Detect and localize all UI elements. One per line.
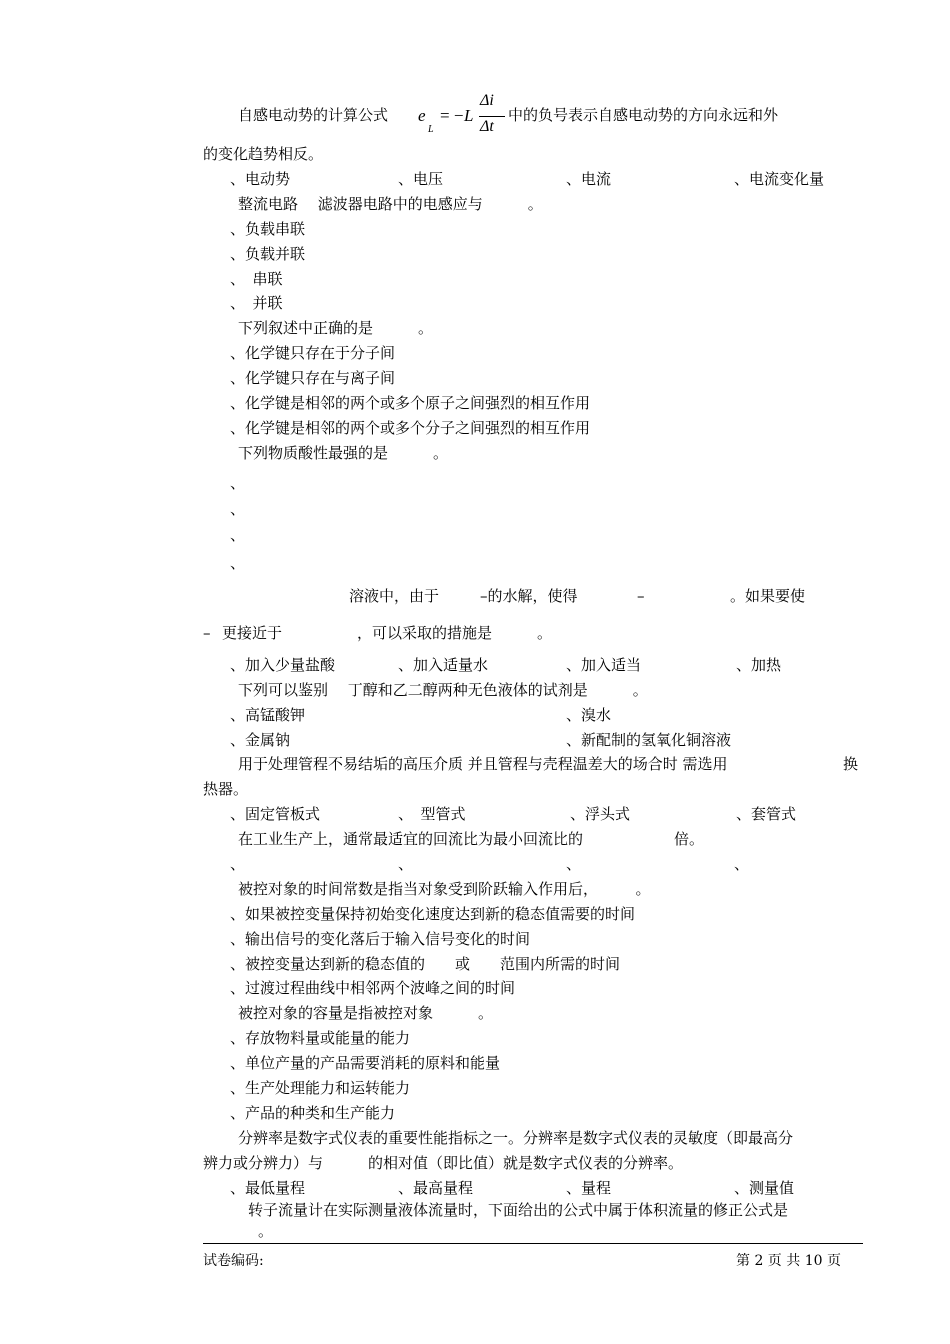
- q2-option-a: 、负载串联: [230, 220, 306, 238]
- q2-option-b: 、负载并联: [230, 245, 306, 263]
- q5-line2-b: 更接近于: [222, 624, 283, 642]
- q11-stem-continuation: 辨力或分辨力）与 的相对值（即比值）就是数字式仪表的分辨率。: [203, 1154, 684, 1172]
- q8-option-c: 、: [566, 855, 582, 873]
- q4-option-c: 、: [230, 526, 246, 544]
- q3-option-c: 、化学键是相邻的两个或多个原子之间强烈的相互作用: [230, 394, 591, 412]
- q12-stem: 转子流量计在实际测量液体流量时，下面给出的公式中属于体积流量的修正公式是: [248, 1201, 789, 1219]
- q7-option-b: 、 型管式: [398, 805, 466, 823]
- q7-stem-end: 换: [843, 755, 859, 773]
- q10-option-d: 、产品的种类和生产能力: [230, 1104, 396, 1122]
- q8-stem-end: 倍。: [674, 830, 705, 848]
- formula-denominator: Δt: [480, 118, 494, 135]
- q7-option-d: 、套管式: [736, 805, 797, 823]
- q3-stem: 下列叙述中正确的是 。: [238, 319, 434, 337]
- q8-option-d: 、: [734, 855, 750, 873]
- q5-line1-b: –的水解，使得: [480, 587, 578, 605]
- q6-option-c: 、金属钠: [230, 731, 291, 749]
- formula-e: e: [418, 106, 426, 125]
- q3-option-b: 、化学键只存在与离子间: [230, 369, 396, 387]
- q10-stem: 被控对象的容量是指被控对象 。: [238, 1004, 494, 1022]
- q1-option-c: 、电流: [566, 170, 612, 188]
- q4-option-b: 、: [230, 500, 246, 518]
- q1-stem-continuation: 的变化趋势相反。: [203, 145, 324, 163]
- footer-divider: [203, 1243, 863, 1244]
- q10-option-a: 、存放物料量或能量的能力: [230, 1029, 411, 1047]
- q5-line1-a: 溶液中，由于: [349, 587, 440, 605]
- q7-option-c: 、浮头式: [570, 805, 631, 823]
- exam-code-label: 试卷编码:: [203, 1253, 264, 1269]
- q9-stem: 被控对象的时间常数是指当对象受到阶跃输入作用后， 。: [238, 880, 651, 898]
- q6-option-b: 、溴水: [566, 706, 612, 724]
- q12-stem-continuation: 。: [258, 1222, 274, 1240]
- q2-option-d: 、 并联: [230, 294, 283, 312]
- q5-option-b: 、加入适量水: [398, 656, 489, 674]
- q5-option-d: 、加热: [736, 656, 782, 674]
- formula-equals: = −: [440, 106, 464, 125]
- formula-L: L: [464, 106, 474, 125]
- q7-stem-continuation: 热器。: [203, 780, 249, 798]
- q2-stem: 整流电路 滤波器电路中的电感应与 。: [238, 195, 543, 213]
- q8-option-b: 、: [398, 855, 414, 873]
- q1-option-b: 、电压: [398, 170, 444, 188]
- q5-line2-c: ，可以采取的措施是 。: [357, 624, 553, 642]
- q4-stem: 下列物质酸性最强的是 。: [238, 444, 449, 462]
- q1-stem-before: 自感电动势的计算公式: [238, 106, 389, 124]
- q6-option-a: 、高锰酸钾: [230, 706, 306, 724]
- q10-option-c: 、生产处理能力和运转能力: [230, 1079, 411, 1097]
- q7-stem: 用于处理管程不易结垢的高压介质 并且管程与壳程温差大的场合时 需选用: [238, 755, 728, 773]
- q9-option-c: 、被控变量达到新的稳态值的 或 范围内所需的时间: [230, 955, 621, 973]
- q3-option-a: 、化学键只存在于分子间: [230, 344, 396, 362]
- q9-option-a: 、如果被控变量保持初始变化速度达到新的稳态值需要的时间: [230, 905, 636, 923]
- q7-option-a: 、固定管板式: [230, 805, 321, 823]
- q11-stem: 分辨率是数字式仪表的重要性能指标之一。分辨率是数字式仪表的灵敏度（即最高分: [238, 1129, 794, 1147]
- q11-option-c: 、量程: [566, 1179, 612, 1197]
- page-number: 第 2 页 共 10 页: [736, 1253, 841, 1269]
- q2-option-c: 、 串联: [230, 270, 283, 288]
- q3-option-d: 、化学键是相邻的两个或多个分子之间强烈的相互作用: [230, 419, 591, 437]
- q5-line1-d: 。如果要使: [730, 587, 806, 605]
- q11-option-d: 、测量值: [734, 1179, 795, 1197]
- q1-option-d: 、电流变化量: [734, 170, 825, 188]
- q5-line2-a: –: [203, 624, 211, 642]
- q11-option-b: 、最高量程: [398, 1179, 474, 1197]
- formula-numerator: Δi: [480, 92, 494, 109]
- q1-stem-after: 中的负号表示自感电动势的方向永远和外: [508, 106, 779, 124]
- q10-option-b: 、单位产量的产品需要消耗的原料和能量: [230, 1054, 501, 1072]
- q11-option-a: 、最低量程: [230, 1179, 306, 1197]
- q5-line1-c: –: [637, 587, 645, 605]
- q4-option-d: 、: [230, 554, 246, 572]
- q1-option-a: 、电动势: [230, 170, 291, 188]
- q8-stem: 在工业生产上，通常最适宜的回流比为最小回流比的: [238, 830, 584, 848]
- q9-option-d: 、过渡过程曲线中相邻两个波峰之间的时间: [230, 979, 516, 997]
- q5-option-a: 、加入少量盐酸: [230, 656, 336, 674]
- q5-option-c: 、加入适当: [566, 656, 642, 674]
- q4-option-a: 、: [230, 474, 246, 492]
- q6-stem: 下列可以鉴别 丁醇和乙二醇两种无色液体的试剂是 。: [238, 681, 648, 699]
- formula-subscript: L: [428, 124, 434, 135]
- q9-option-b: 、输出信号的变化落后于输入信号变化的时间: [230, 930, 531, 948]
- q6-option-d: 、新配制的氢氧化铜溶液: [566, 731, 732, 749]
- fraction-bar: [479, 116, 505, 117]
- q8-option-a: 、: [230, 855, 246, 873]
